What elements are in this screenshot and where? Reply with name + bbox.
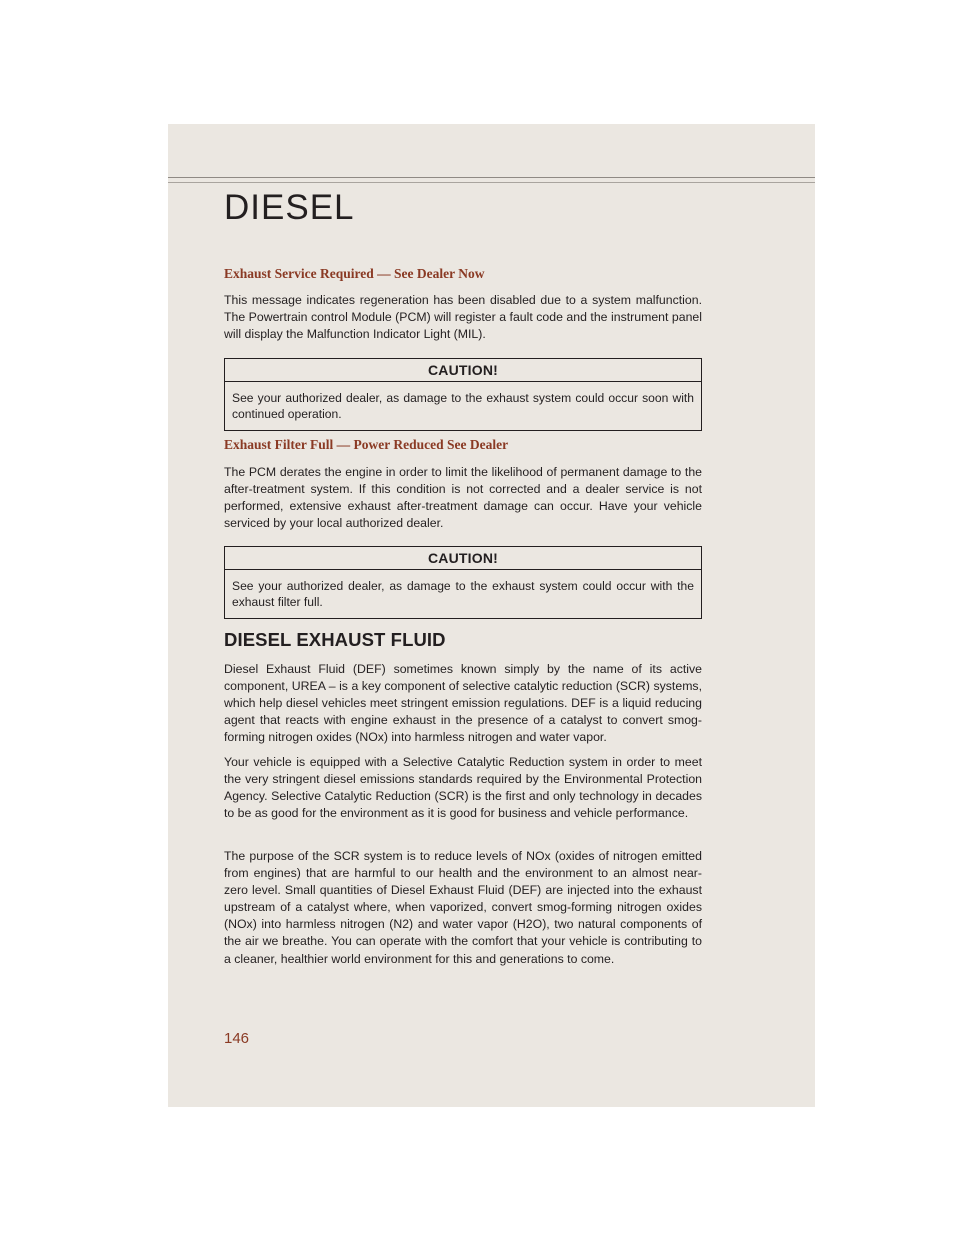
header-rule (168, 177, 815, 178)
caution-title: CAUTION! (225, 547, 701, 570)
caution-text: See your authorized dealer, as damage to the exhaust system could occur soon with continued operation. (232, 391, 694, 421)
paragraph-exhaust-filter: The PCM derates the engine in order to limit the likelihood of permanent damage to the after-treatment system. If this condition is not corrected and a dealer service is not performed, extensive exhaust after-treatment damage can occur. Have your vehicle serviced by your local authorized dealer. (224, 465, 702, 531)
caution-title: CAUTION! (225, 359, 701, 382)
caution-text: See your authorized dealer, as damage to the exhaust system could occur with the exhaust filter full. (232, 579, 694, 609)
paragraph-def-1: Diesel Exhaust Fluid (DEF) sometimes known simply by the name of its active component, UREA – is a key component of selective catalytic reduction (SCR) systems, which help diesel vehicles meet stringent emission regulations. DEF is a liquid reducing agent that reacts with engine exhaust in the presence of a catalyst to convert smog-forming nitrogen oxides (NOx) into harmless nitrogen and water vapor. (224, 662, 702, 745)
page-number: 146 (224, 1030, 250, 1047)
caution-box-1 (224, 358, 702, 431)
paragraph-def-2: Your vehicle is equipped with a Selective Catalytic Reduction system in order to meet the very stringent diesel emissions standards required by the Environmental Protection Agency. Selective Catalytic Reduction (SCR) is the first and only technology in decades to be as good for the environment as it is good for business and vehicle performance. (224, 755, 702, 821)
section-heading-def: DIESEL EXHAUST FLUID (224, 629, 446, 650)
paragraph-def-3: The purpose of the SCR system is to reduce levels of NOx (oxides of nitrogen emitted from engines) that are harmful to our health and the environment to an almost near-zero level. Small quantities of Diesel Exhaust Fluid (DEF) are injected into the exhaust upstream of a catalyst where, when vaporized, convert smog-forming nitrogen oxides (NOx) into harmless nitrogen (N2) and water vapor (H2O), two natural components of the air we breathe. You can operate with the comfort that your vehicle is contributing to a cleaner, healthier world environment for this and generations to come. (224, 849, 702, 966)
section-heading-exhaust-service: Exhaust Service Required — See Dealer Now (224, 266, 485, 281)
caution-box-2 (224, 546, 702, 619)
manual-page (168, 124, 815, 1107)
paragraph-exhaust-service: This message indicates regeneration has been disabled due to a system malfunction. The Powertrain control Module (PCM) will register a fault code and the instrument panel will display the Malfunction Indicator Light (MIL). (224, 293, 702, 342)
page-title: DIESEL (224, 188, 355, 227)
header-rule-secondary (168, 182, 815, 183)
section-heading-exhaust-filter: Exhaust Filter Full — Power Reduced See Dealer (224, 437, 509, 452)
